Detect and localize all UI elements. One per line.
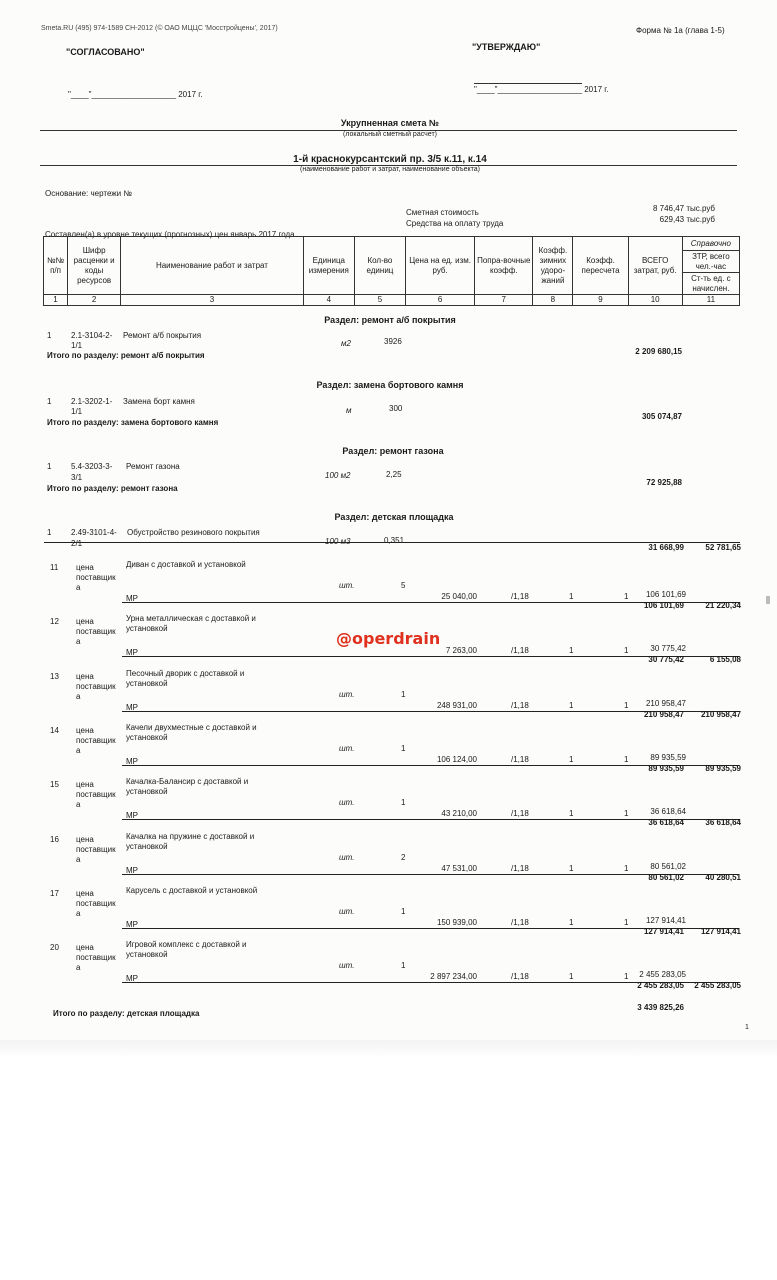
item-name: Игровой комплекс с доставкой и установкой — [126, 940, 247, 959]
object-name: 1-й краснокурсантский пр. 3/5 к.11, к.14 — [293, 154, 487, 165]
item-qty: 1 — [401, 744, 406, 753]
item-mr-label: МР — [126, 594, 138, 603]
section-total: 3 439 825,26 — [637, 1003, 684, 1012]
item-sum: 36 618,64 — [648, 818, 684, 827]
item-sum: 210 958,47 — [643, 710, 684, 719]
item-sum-ref: 40 280,51 — [705, 873, 741, 882]
labor-label: Средства на оплату труда — [406, 219, 504, 228]
item-sum: 2 455 283,05 — [637, 981, 684, 990]
item-mr-label: МР — [126, 648, 138, 657]
item-code: цена поставщик а — [76, 726, 116, 755]
item-name: Качалка на пружине с доставкой и установкой — [126, 832, 255, 851]
item-price: 150 939,00 — [436, 918, 477, 927]
object-subtitle: (наименование работ и затрат, наименование объекта) — [300, 166, 480, 173]
col-correction: Попра-вочные коэфф. — [475, 237, 533, 295]
col-index: 6 — [406, 295, 475, 306]
row-qty: 3926 — [384, 337, 402, 346]
section-title: Раздел: ремонт а/б покрытия — [324, 315, 456, 325]
col-index: 7 — [475, 295, 533, 306]
item-sum-ref: 36 618,64 — [705, 818, 741, 827]
agreed-label: "СОГЛАСОВАНО" — [66, 47, 145, 57]
item-sum: 106 101,69 — [643, 601, 684, 610]
row-name: Ремонт газона — [126, 462, 180, 471]
item-recalc: 1 — [624, 701, 629, 710]
col-code: Шифр расценки и коды ресурсов — [68, 237, 121, 295]
signature-line-right — [474, 83, 582, 84]
row-code: 5.4-3203-3- — [71, 462, 113, 471]
section-title: Раздел: замена бортового камня — [316, 380, 464, 390]
item-price: 47 531,00 — [441, 864, 477, 873]
item-code: цена поставщик а — [76, 943, 116, 972]
labor-value: 629,43 тыс.руб — [659, 215, 715, 224]
scan-artifact — [766, 596, 770, 604]
item-winter: 1 — [569, 755, 574, 764]
item-price: 25 040,00 — [441, 592, 477, 601]
row-unit: м2 — [341, 339, 351, 348]
item-price: 7 263,00 — [445, 646, 477, 655]
item-total: 127 914,41 — [645, 916, 686, 925]
col-qty: Кол-во единиц — [354, 237, 405, 295]
item-winter: 1 — [569, 809, 574, 818]
item-code: цена поставщик а — [76, 835, 116, 864]
row-qty: 2,25 — [386, 470, 402, 479]
item-mr-label: МР — [126, 866, 138, 875]
item-price: 106 124,00 — [436, 755, 477, 764]
item-mr-label: МР — [126, 703, 138, 712]
col-index: 11 — [682, 295, 739, 306]
col-index: 4 — [303, 295, 354, 306]
row-total-ref: 52 781,65 — [705, 543, 741, 552]
col-number: №№ п/п — [44, 237, 68, 295]
row-qty: 300 — [389, 404, 403, 413]
item-code: цена поставщик а — [76, 672, 116, 701]
item-winter: 1 — [569, 918, 574, 927]
row-total: 31 668,99 — [648, 543, 684, 552]
item-sum: 127 914,41 — [643, 927, 684, 936]
col-total: ВСЕГО затрат, руб. — [628, 237, 682, 295]
item-price: 2 897 234,00 — [430, 972, 477, 981]
item-unit: шт. — [339, 744, 355, 753]
item-price: 43 210,00 — [441, 809, 477, 818]
item-qty: 1 — [401, 798, 406, 807]
item-recalc: 1 — [624, 918, 629, 927]
item-mr-label: МР — [126, 757, 138, 766]
item-sum-ref: 127 914,41 — [700, 927, 741, 936]
item-winter: 1 — [569, 592, 574, 601]
item-winter: 1 — [569, 864, 574, 873]
row-number: 1 — [47, 331, 52, 340]
section-total-label: Итого по разделу: замена бортового камня — [47, 418, 219, 427]
item-winter: 1 — [569, 701, 574, 710]
col-index: 10 — [628, 295, 682, 306]
cost-label: Сметная стоимость — [406, 208, 479, 217]
section-total-label: Итого по разделу: ремонт а/б покрытия — [47, 351, 205, 360]
row-code-suffix: 2/1 — [71, 539, 83, 548]
page-number: 1 — [745, 1024, 749, 1031]
item-number: 17 — [50, 889, 59, 898]
item-name: Диван с доставкой и установкой — [126, 560, 246, 569]
item-unit: шт. — [339, 853, 355, 862]
item-unit: шт. — [339, 907, 355, 916]
row-qty: 0,351 — [384, 536, 405, 545]
cost-value: 8 746,47 тыс.руб — [652, 204, 715, 213]
item-recalc: 1 — [624, 755, 629, 764]
section-total: 305 074,87 — [641, 412, 682, 421]
section-title: Раздел: ремонт газона — [342, 446, 444, 456]
item-mr-label: МР — [126, 974, 138, 983]
item-code: цена поставщик а — [76, 617, 116, 646]
item-total: 80 561,02 — [650, 862, 686, 871]
form-label: Форма № 1а (глава 1-5) — [636, 26, 725, 35]
item-unit: шт. — [339, 690, 355, 699]
row-unit: 100 м3 — [325, 537, 351, 546]
item-qty: 5 — [401, 581, 406, 590]
item-sum-ref: 2 455 283,05 — [694, 981, 741, 990]
row-unit: м — [346, 406, 352, 415]
item-code: цена поставщик а — [76, 780, 116, 809]
item-number: 16 — [50, 835, 59, 844]
item-name: Урна металлическая с доставкой и установкой — [126, 614, 256, 633]
row-number: 1 — [47, 528, 52, 537]
item-correction: /1,18 — [511, 755, 529, 764]
row-number: 1 — [47, 462, 52, 471]
col-labor-hours: ЗТР, всего чел.-час — [682, 251, 739, 273]
row-name: Ремонт а/б покрытия — [123, 331, 202, 340]
item-correction: /1,18 — [511, 864, 529, 873]
item-correction: /1,18 — [511, 809, 529, 818]
item-mr-label: МР — [126, 811, 138, 820]
basis-label: Основание: чертежи № — [45, 189, 132, 198]
col-name: Наименование работ и затрат — [121, 237, 304, 295]
section-title: Раздел: детская площадка — [334, 512, 454, 522]
item-number: 12 — [50, 617, 59, 626]
date-right: "____"___________________ 2017 г. — [474, 85, 609, 94]
item-correction: /1,18 — [511, 701, 529, 710]
item-total: 2 455 283,05 — [639, 970, 686, 979]
row-name: Замена борт камня — [123, 397, 195, 406]
watermark: @operdrain — [336, 629, 441, 648]
item-qty: 1 — [401, 690, 406, 699]
item-unit: шт. — [339, 961, 355, 970]
item-code: цена поставщик а — [76, 563, 116, 592]
item-unit: шт. — [339, 798, 355, 807]
row-code: 2.1-3104-2- — [71, 331, 113, 340]
estimate-title: Укрупненная смета № — [340, 118, 440, 128]
row-name: Обустройство резинового покрытия — [127, 528, 260, 537]
col-reference: Справочно — [682, 237, 739, 251]
item-sum: 80 561,02 — [648, 873, 684, 882]
estimate-subtitle: (локальный сметный расчет) — [343, 131, 437, 138]
row-number: 1 — [47, 397, 52, 406]
item-correction: /1,18 — [511, 592, 529, 601]
item-winter: 1 — [569, 646, 574, 655]
item-number: 13 — [50, 672, 59, 681]
section-total-label: Итого по разделу: ремонт газона — [47, 484, 178, 493]
composed-label: Составлен(а) в уровне текущих (прогнозных) цен январь 2017 года — [45, 230, 295, 239]
row-code-suffix: 1/1 — [71, 407, 83, 416]
estimate-table-header — [43, 236, 740, 306]
item-sum-ref: 6 155,08 — [709, 655, 741, 664]
item-correction: /1,18 — [511, 646, 529, 655]
col-unit: Единица измерения — [303, 237, 354, 295]
col-index: 8 — [533, 295, 573, 306]
item-mr-label: МР — [126, 920, 138, 929]
col-index: 3 — [121, 295, 304, 306]
item-recalc: 1 — [624, 809, 629, 818]
item-qty: 1 — [401, 961, 406, 970]
item-name: Карусель с доставкой и установкой — [126, 886, 258, 895]
item-total: 36 618,64 — [650, 807, 686, 816]
item-number: 20 — [50, 943, 59, 952]
row-code-suffix: 3/1 — [71, 473, 83, 482]
item-number: 11 — [50, 563, 59, 572]
item-sum-ref: 21 220,34 — [705, 601, 741, 610]
item-total: 210 958,47 — [645, 699, 686, 708]
item-correction: /1,18 — [511, 918, 529, 927]
item-recalc: 1 — [624, 646, 629, 655]
item-correction: /1,18 — [511, 972, 529, 981]
approved-label: "УТВЕРЖДАЮ" — [472, 42, 541, 52]
item-recalc: 1 — [624, 592, 629, 601]
item-total: 106 101,69 — [645, 590, 686, 599]
item-sum: 89 935,59 — [648, 764, 684, 773]
col-index: 9 — [573, 295, 628, 306]
software-meta: Smeta.RU (495) 974-1589 СН-2012 (© ОАО МЦЦС 'Мосстройцены', 2017) — [41, 25, 278, 32]
item-number: 15 — [50, 780, 59, 789]
item-code: цена поставщик а — [76, 889, 116, 918]
item-winter: 1 — [569, 972, 574, 981]
section-total-label: Итого по разделу: детская площадка — [53, 1009, 200, 1018]
col-price: Цена на ед. изм. руб. — [406, 237, 475, 295]
col-index: 5 — [354, 295, 405, 306]
page-shadow — [0, 1040, 777, 1058]
item-total: 30 775,42 — [650, 644, 686, 653]
item-name: Качели двухместные с доставкой и установкой — [126, 723, 257, 742]
item-sum-ref: 210 958,47 — [700, 710, 741, 719]
col-recalc: Коэфф. пересчета — [573, 237, 628, 295]
section-total: 72 925,88 — [646, 478, 682, 487]
item-sum-ref: 89 935,59 — [705, 764, 741, 773]
item-recalc: 1 — [624, 972, 629, 981]
col-index: 2 — [68, 295, 121, 306]
row-code-suffix: 1/1 — [71, 341, 83, 350]
item-recalc: 1 — [624, 864, 629, 873]
col-index: 1 — [44, 295, 68, 306]
item-qty: 1 — [401, 907, 406, 916]
row-unit: 100 м2 — [325, 471, 351, 480]
col-unit-cost: Ст-ть ед. с начислен. — [682, 273, 739, 295]
item-price: 248 931,00 — [436, 701, 477, 710]
col-winter: Коэфф. зимних удоро-жаний — [533, 237, 573, 295]
item-sum: 30 775,42 — [648, 655, 684, 664]
row-code: 2.1-3202-1- — [71, 397, 113, 406]
row-code: 2.49-3101-4- — [71, 528, 117, 537]
item-number: 14 — [50, 726, 59, 735]
item-qty: 2 — [401, 853, 406, 862]
item-name: Песочный дворик с доставкой и установкой — [126, 669, 245, 688]
section-total: 2 209 680,15 — [635, 347, 682, 356]
item-total: 89 935,59 — [650, 753, 686, 762]
date-left: "____"___________________ 2017 г. — [68, 90, 203, 99]
item-name: Качалка-Балансир с доставкой и установкой — [126, 777, 249, 796]
item-unit: шт. — [339, 581, 355, 590]
